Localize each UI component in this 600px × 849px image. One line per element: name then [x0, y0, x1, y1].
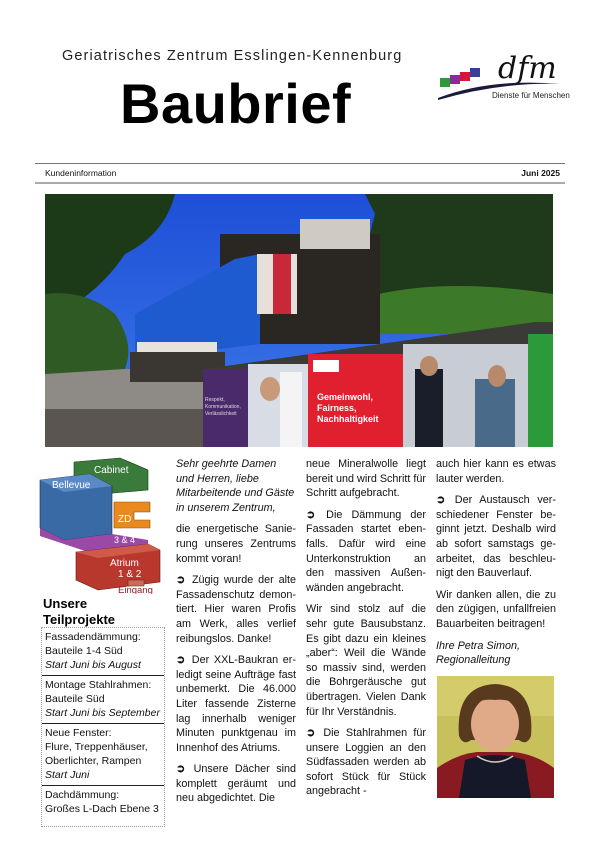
- article-paragraph: [306, 508, 426, 596]
- project-schedule: Start Juni bis September: [45, 707, 160, 719]
- article-paragraph: [436, 639, 556, 668]
- article-paragraph: [176, 522, 296, 566]
- article-paragraph: [436, 588, 556, 632]
- arrow-bullet-icon: ➲: [176, 574, 186, 587]
- paragraph-text: Die Dämmung der Fassaden startet ebenfalls. Dafür wird eine Unterkonstruktion an den massiven Außenwänden angebracht.: [306, 508, 427, 594]
- organization-name: Geriatrisches Zentrum Esslingen-Kennenburg: [62, 48, 403, 64]
- label-eingang: Eingang: [118, 585, 153, 594]
- issue-date: Juni 2025: [521, 168, 560, 178]
- logo-square-blue: [470, 68, 480, 77]
- project-title: Montage Stahlrahmen:: [45, 679, 152, 691]
- article-paragraph: [176, 457, 296, 515]
- article-paragraph: [306, 457, 426, 501]
- article-paragraph: [176, 762, 296, 806]
- paragraph-text: Unsere Dächer sind komplett geräumt und neu abgedichtet. Die: [176, 763, 296, 805]
- logo-square-red: [460, 72, 470, 81]
- category-label: Kundeninformation: [45, 168, 117, 178]
- paragraph-text: Zügig wurde der alte Fassadenschutz demontiert. Hier waren Profis am Werk, alles verlief reibungslos. Danke!: [176, 574, 297, 645]
- project-detail: Großes L-Dach Ebene 3: [45, 803, 159, 815]
- arrow-bullet-icon: ➲: [176, 763, 186, 776]
- arrow-bullet-icon: ➲: [306, 508, 316, 521]
- article-column-2: [306, 457, 426, 806]
- project-schedule: Start Juni: [45, 769, 90, 781]
- project-item: [42, 628, 164, 676]
- header-rule-top: [35, 163, 565, 164]
- logo-letters: dfm: [498, 51, 557, 86]
- dfm-logo: [430, 48, 570, 106]
- paragraph-text: Der XXL-Baukran erledigt seine Aufträge fast unbemerkt. Die 46.000 Liter fassende Zisterne lag innerhalb weniger Minuten punktgenau im Innenhof des Atriums.: [176, 654, 297, 754]
- paragraph-text: Die Stahlrahmen für unsere Loggien an den Südfassaden werden ab sofort Stück für Stück angebracht -: [306, 727, 426, 798]
- projects-heading-line2: Teilprojekte: [43, 612, 116, 627]
- label-1-2: 1 & 2: [118, 569, 142, 580]
- label-3-4: 3 & 4: [114, 535, 136, 545]
- banner-headline-2: Fairness,: [317, 403, 357, 413]
- project-schedule: Start Juni bis August: [45, 659, 141, 671]
- paragraph-text: auch hier kann es etwas lauter werden.: [436, 458, 556, 485]
- article-paragraph: [176, 573, 296, 646]
- author-portrait: [437, 676, 554, 798]
- project-detail: Bauteile 1-4 Süd: [45, 645, 123, 657]
- arrow-bullet-icon: ➲: [306, 727, 316, 740]
- projects-list: [41, 627, 165, 827]
- project-title: Dachdämmung:: [45, 789, 120, 801]
- article-paragraph: [306, 726, 426, 799]
- project-item: [42, 786, 164, 819]
- label-zd: ZD: [118, 514, 132, 525]
- banner-left-1: Respekt,: [205, 397, 225, 403]
- building-sections-diagram: [38, 456, 164, 594]
- paragraph-text: neue Mineralwolle liegt bereit und wird Schritt für Schritt aufgebracht.: [306, 458, 427, 500]
- paragraph-text: die energetische Sanierung unseres Zentrums kommt voran!: [176, 523, 296, 565]
- article-paragraph: [306, 602, 426, 719]
- article-column-3: [436, 457, 556, 675]
- header-rule-bottom: [35, 182, 565, 184]
- project-item: [42, 724, 164, 786]
- label-cabinet: Cabinet: [94, 465, 129, 476]
- label-atrium: Atrium: [110, 558, 139, 569]
- article-paragraph: [176, 653, 296, 755]
- article-column-1: [176, 457, 296, 813]
- project-item: [42, 676, 164, 724]
- paragraph-text: Wir danken allen, die zu den zügigen, unfallfreien Bauarbeiten beitragen!: [436, 588, 556, 630]
- document-title: Baubrief: [120, 72, 352, 135]
- banner-left-3: Verlässlichkeit: [205, 411, 237, 417]
- banner-headline-1: Gemeinwohl,: [317, 392, 374, 402]
- project-detail: Bauteile Süd: [45, 693, 105, 705]
- label-bellevue: Bellevue: [52, 480, 91, 491]
- article-paragraph: [436, 457, 556, 486]
- project-detail: Oberlichter, Rampen: [45, 755, 142, 767]
- paragraph-text: Der Austausch verschiedener Fenster beginnt jetzt. Deshalb wird ab sofort samstags gearbeitet, das beschleunigt den Bauverlauf.: [436, 494, 557, 580]
- logo-square-green: [440, 78, 450, 87]
- banner-left-2: Kommunikation,: [205, 404, 241, 410]
- paragraph-text: Wir sind stolz auf die sehr gute Bausubstanz. Es gibt dazu ein kleines „aber“: Weil die Wände so massiv sind, werden die Bohrgeräusche gut übertragen. Vielen Dank für Ihr Verständnis.: [306, 603, 426, 718]
- arrow-bullet-icon: ➲: [436, 494, 446, 507]
- banner-headline-3: Nachhaltigkeit: [317, 414, 379, 424]
- project-detail: Flure, Treppenhäuser,: [45, 741, 148, 753]
- logo-square-purple: [450, 75, 460, 84]
- paragraph-text: Sehr geehrte Damen und Herren, liebe Mitarbeitende und Gäste in unserem Zentrum,: [176, 458, 295, 514]
- arrow-bullet-icon: ➲: [176, 654, 186, 667]
- paragraph-text: Ihre Petra Simon, Regionalleitung: [436, 639, 521, 667]
- project-title: Neue Fenster:: [45, 727, 112, 739]
- projects-heading: [43, 596, 115, 628]
- article-paragraph: [436, 493, 556, 581]
- logo-tagline: Dienste für Menschen: [492, 91, 570, 100]
- project-title: Fassadendämmung:: [45, 631, 141, 643]
- construction-site-photo: [45, 194, 553, 447]
- projects-heading-line1: Unsere: [43, 596, 88, 611]
